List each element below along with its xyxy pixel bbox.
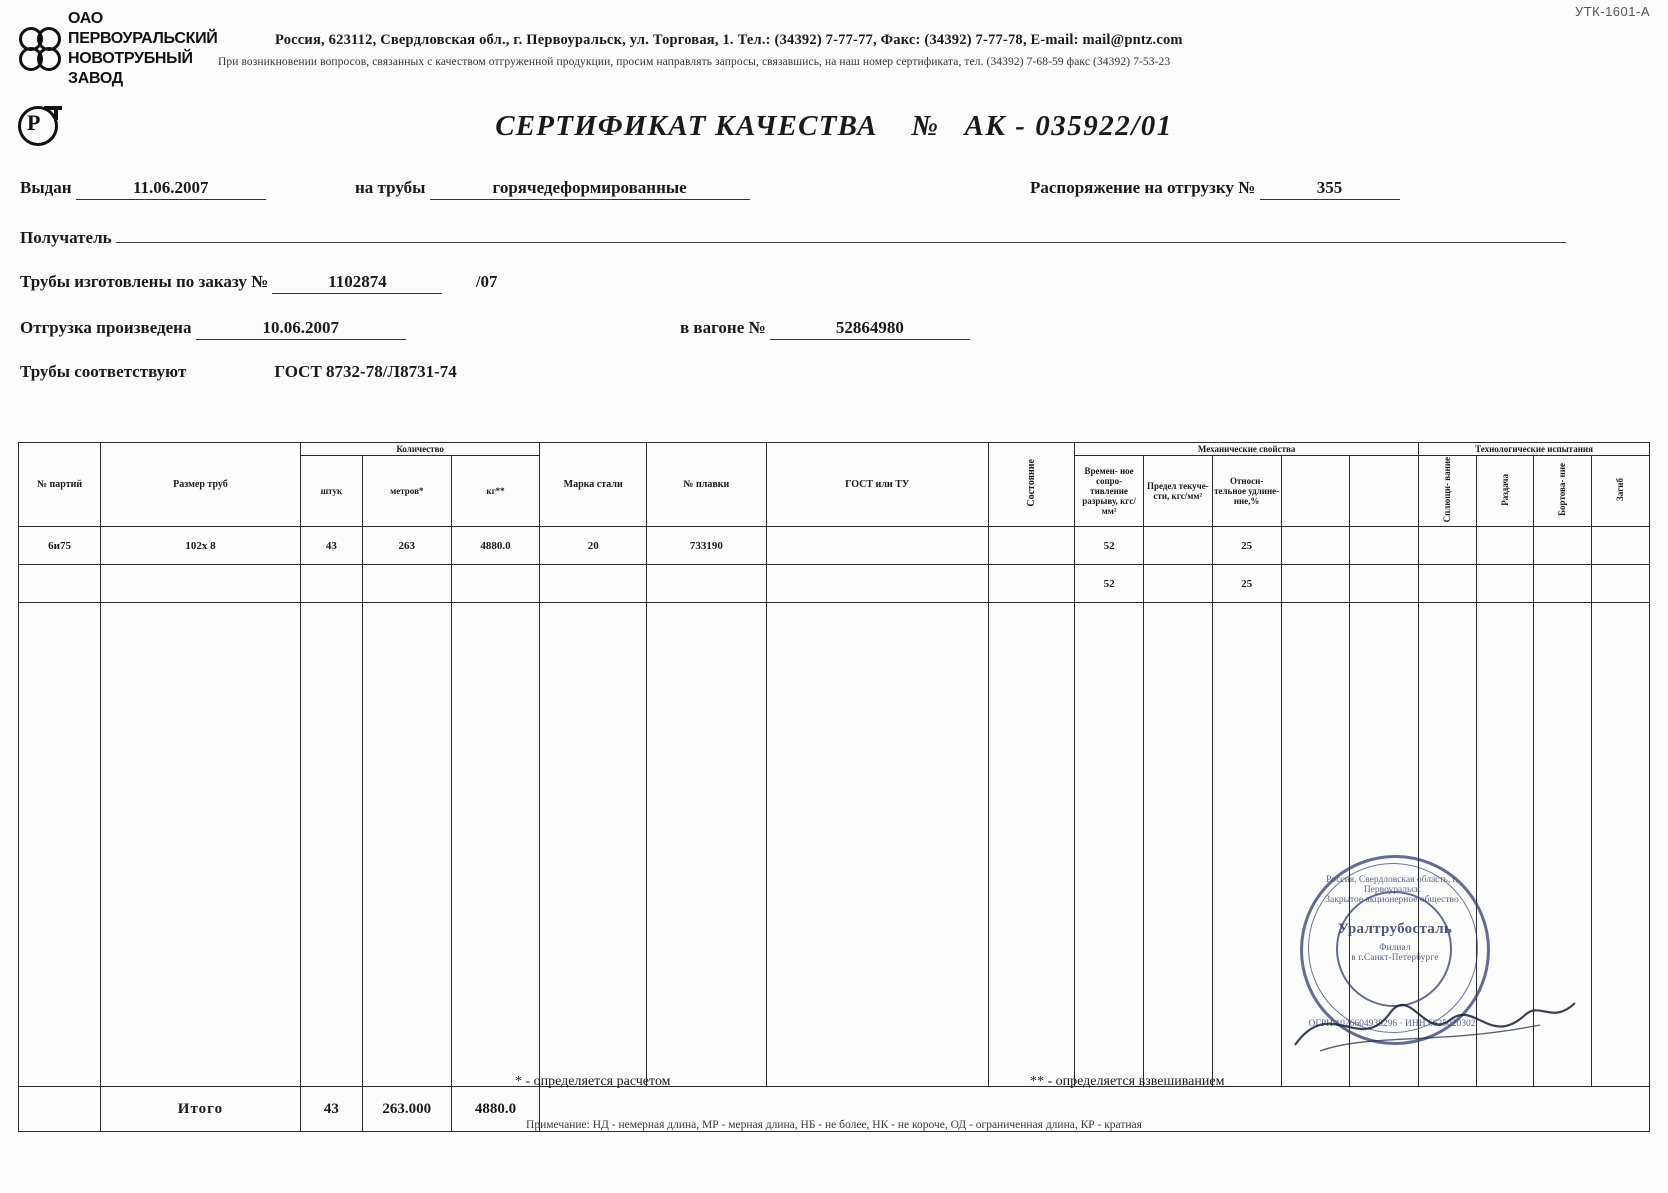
field-order-label: Трубы изготовлены по заказу № (20, 272, 269, 291)
cell-pieces (300, 565, 362, 603)
cell-size (101, 565, 301, 603)
seal-center-sub2: в г.Санкт-Петербурге (1351, 952, 1439, 962)
cell-size: 102х 8 (101, 527, 301, 565)
company-note: При возникновении вопросов, связанных с качеством отгруженной продукции, просим направлять запросы, связавшись, на наш номер сертификата, тел. (34392) 7-68-59 факс (34392) 7-53-23 (218, 56, 1171, 68)
table-row (19, 565, 1650, 603)
cell-flare (1476, 565, 1534, 603)
blank-cell (646, 602, 766, 1086)
company-name-line2: НОВОТРУБНЫЙ ЗАВОД (68, 50, 193, 87)
th-yield: Предел текуче- сти, кгс/мм² (1143, 456, 1212, 527)
blank-cell (362, 602, 451, 1086)
cell-condition (988, 565, 1075, 603)
blank-cell (451, 602, 540, 1086)
cell-gost-tu (766, 565, 988, 603)
table-blank-area (19, 602, 1650, 1086)
cell-yield (1143, 565, 1212, 603)
blank-cell (1419, 602, 1477, 1086)
document-code: УТК-1601-А (1574, 4, 1650, 19)
gost-letter: Р (27, 110, 41, 135)
cell-flatten (1419, 527, 1477, 565)
cell-flatten (1419, 565, 1477, 603)
blank-cell (1075, 602, 1144, 1086)
field-order-value-suffix: /07 (475, 272, 498, 291)
field-order (20, 272, 527, 294)
cell-steel-grade (540, 565, 647, 603)
th-flare (1476, 456, 1534, 527)
cell-meters (362, 565, 451, 603)
cell-mech-extra-2 (1350, 565, 1419, 603)
footnote-meters: * - определяется расчетом (515, 1074, 671, 1089)
cell-bore (1534, 527, 1592, 565)
cell-batch: 6и75 (19, 527, 101, 565)
blank-cell (1143, 602, 1212, 1086)
th-quantity-group: Количество (300, 443, 540, 456)
page-title-text: СЕРТИФИКАТ КАЧЕСТВА (495, 110, 878, 142)
th-mech-group: Механические свойства (1075, 443, 1419, 456)
blank-cell (766, 602, 988, 1086)
cell-mech-extra-1 (1281, 527, 1350, 565)
field-issued (20, 178, 266, 200)
total-meters: 263.000 (362, 1087, 451, 1132)
cell-elongation: 25 (1212, 527, 1281, 565)
th-bend-label: Загиб (1615, 478, 1626, 502)
page-title (0, 110, 1668, 143)
table-header-row-1 (19, 443, 1650, 456)
table-head (19, 443, 1650, 527)
total-kg: 4880.0 (451, 1087, 540, 1132)
field-standard-label: Трубы соответствуют (20, 362, 187, 381)
cell-kg (451, 565, 540, 603)
seal-arc-top-line1: Россия, Свердловская область, г. Первоуральск (1326, 875, 1458, 895)
footnote-abbreviations: Примечание: НД - немерная длина, МР - мерная длина, НБ - не более, НК - не короче, ОД - ограниченная длина, КР - кратная (526, 1119, 1142, 1131)
seal-center-main: Уралтрубосталь (1337, 921, 1453, 937)
th-bend (1592, 456, 1650, 527)
th-size: Размер труб (101, 443, 301, 527)
blank-cell (1476, 602, 1534, 1086)
field-standard (20, 362, 541, 383)
field-wagon-value: 52864980 (770, 318, 970, 340)
certificate-number: АК - 035922/01 (964, 110, 1173, 142)
th-elongation: Относи- тельное удлине- ние,% (1212, 456, 1281, 527)
th-condition (988, 443, 1075, 527)
cell-tensile: 52 (1075, 527, 1144, 565)
footnote-weight: ** - определяется взвешиванием (1030, 1074, 1225, 1089)
cell-melt-no: 733190 (646, 527, 766, 565)
company-address: Россия, 623112, Свердловская обл., г. Первоуральск, ул. Торговая, 1. Тел.: (34392) 7-77-77, Факс: (34392) 7-77-78, E-mail: mail@pntz.com (275, 32, 1183, 48)
blank-cell (19, 602, 101, 1086)
field-receiver-value (116, 241, 1566, 243)
th-bore-label: Бортова- ние (1557, 463, 1568, 517)
table-row (19, 527, 1650, 565)
cell-yield (1143, 527, 1212, 565)
field-issued-label: Выдан (20, 178, 72, 197)
th-q-kg: кг** (451, 456, 540, 527)
field-shipping-order-value: 355 (1260, 178, 1400, 200)
cell-elongation: 25 (1212, 565, 1281, 603)
seal-arc-top-line2: Закрытое акционерное общество (1325, 895, 1459, 905)
cell-bore (1534, 565, 1592, 603)
blank-cell (101, 602, 301, 1086)
cell-kg: 4880.0 (451, 527, 540, 565)
cell-bend (1592, 527, 1650, 565)
th-q-meters: метров* (362, 456, 451, 527)
total-pieces: 43 (300, 1087, 362, 1132)
blank-cell (540, 602, 647, 1086)
field-shipping-order-label: Распоряжение на отгрузку № (1030, 178, 1256, 197)
field-order-value: 1102874 (272, 272, 442, 294)
company-name (68, 9, 243, 89)
field-for-pipes-label: на трубы (355, 178, 426, 197)
cell-mech-extra-2 (1350, 527, 1419, 565)
cell-gost-tu (766, 527, 988, 565)
blank-cell (1592, 602, 1650, 1086)
th-melt-no: № плавки (646, 443, 766, 527)
field-shipment-value: 10.06.2007 (196, 318, 406, 340)
th-batch: № партий (19, 443, 101, 527)
th-tech-group: Технологические испытания (1419, 443, 1650, 456)
blank-cell (1534, 602, 1592, 1086)
th-q-pieces: штук (300, 456, 362, 527)
blank-cell (1212, 602, 1281, 1086)
cell-flare (1476, 527, 1534, 565)
seal-arc-bottom: ОГРН 1026604938296 · ИНН 6625020302 (1308, 1019, 1476, 1029)
th-flare-label: Раздача (1499, 473, 1510, 506)
cell-melt-no (646, 565, 766, 603)
page-title-number-label: № (911, 110, 940, 142)
field-wagon (680, 318, 970, 340)
field-for-pipes (355, 178, 750, 200)
certificate-table (18, 442, 1650, 1132)
blank-cell (988, 602, 1075, 1086)
rings-icon (18, 27, 64, 71)
th-gost-tu: ГОСТ или ТУ (766, 443, 988, 527)
th-mech-extra-2 (1350, 456, 1419, 527)
cell-meters: 263 (362, 527, 451, 565)
th-mech-extra-1 (1281, 456, 1350, 527)
blank-cell (300, 602, 362, 1086)
seal-center-sub1: Филиал (1379, 942, 1411, 952)
cell-condition (988, 527, 1075, 565)
table-body (19, 527, 1650, 1132)
th-tensile: Времен- ное сопро- тивление разрыву, кгс/мм² (1075, 456, 1144, 527)
company-logo (18, 10, 243, 87)
blank-cell (1350, 602, 1419, 1086)
cell-batch (19, 565, 101, 603)
field-shipping-order (1030, 178, 1400, 200)
th-flatten-label: Сплющи- вание (1441, 457, 1452, 523)
cell-mech-extra-1 (1281, 565, 1350, 603)
field-standard-value: ГОСТ 8732-78/Л8731-74 (274, 362, 457, 381)
field-issued-value: 11.06.2007 (76, 178, 266, 200)
field-receiver-label: Получатель (20, 228, 112, 247)
cell-steel-grade: 20 (540, 527, 647, 565)
field-wagon-label: в вагоне № (680, 318, 766, 337)
blank-cell (1281, 602, 1350, 1086)
cell-bend (1592, 565, 1650, 603)
field-receiver (20, 228, 1566, 248)
th-flatten (1419, 456, 1477, 527)
field-for-pipes-value: горячедеформированные (430, 178, 750, 200)
th-steel-grade: Марка стали (540, 443, 647, 527)
total-label: Итого (101, 1087, 301, 1132)
th-bore (1534, 456, 1592, 527)
cell-pieces: 43 (300, 527, 362, 565)
company-name-line1: ОАО ПЕРВОУРАЛЬСКИЙ (68, 10, 218, 47)
cell-tensile: 52 (1075, 565, 1144, 603)
th-condition-label: Состояние (1025, 459, 1037, 507)
field-shipment-label: Отгрузка произведена (20, 318, 192, 337)
field-shipment (20, 318, 406, 340)
